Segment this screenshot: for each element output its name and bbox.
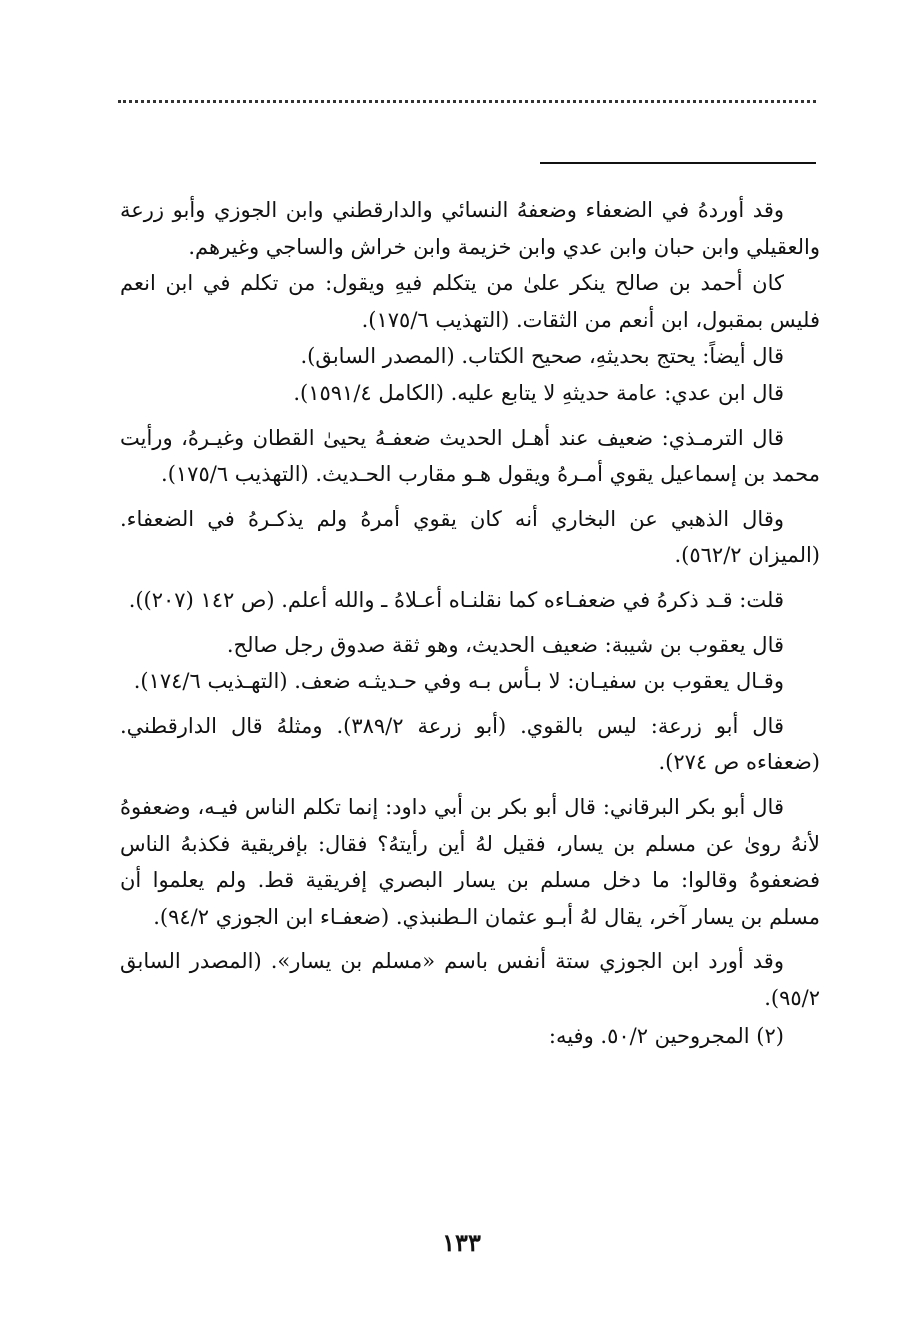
page-number: ١٣٣ [442,1228,481,1257]
paragraph: قال أيضاً: يحتج بحديثهِ، صحيح الكتاب. (المصدر السابق). [300,344,784,369]
footnote-note: (٢) المجروحين ٥٠/٢. وفيه: [548,1024,784,1049]
paragraph: قال أبو بكر البرقاني: قال أبو بكر بن أبي داود: إنما تكلم الناس فيـه، وضعفوهُ لأنهُ روىٰ عن مسلم بن يسار، فقيل لهُ أين رأيتهُ؟ فقال: بإفريقية فكذبهُ الناس فضعفوهُ وقالوا: ما دخل مسلم بن يسار البصري إفريقية قط. ولم يعلموا أن مسلم بن يسار آخر، يقال لهُ أبـو عثمان الـطنبذي. (ضعفـاء ابن الجوزي ٩٤/٢). [120,794,820,929]
paragraph: وقـال يعقوب بن سفيـان: لا بـأس بـه وفي حـديثـه ضعف. (التهـذيب ١٧٤/٦). [133,669,784,694]
footnote-body [120,192,820,1055]
paragraph: كان أحمد بن صالح ينكر علىٰ من يتكلم فيهِ ويقول: من تكلم في ابن انعم فليس بمقبول، ابن أنعم من الثقات. (التهذيب ١٧٥/٦). [120,271,820,332]
paragraph: وقال الذهبي عن البخاري أنه كان يقوي أمرهُ ولم يذكـرهُ في الضعفاء. (الميزان ٥٦٢/٢). [120,506,820,568]
paragraph: قال الترمـذي: ضعيف عند أهـل الحديث ضعفـهُ يحيىٰ القطان وغيـرهُ، ورأيت محمد بن إسماعيل يقوي أمـرهُ ويقول هـو مقارب الحـديث. (التهذيب ١٧٥/٦). [120,425,820,487]
paragraph: وقد أورد ابن الجوزي ستة أنفس باسم «مسلم بن يسار». (المصدر السابق ٩٥/٢). [120,949,820,1010]
paragraph: قلت: قـد ذكرهُ في ضعفـاءه كما نقلنـاه أعـلاهُ ـ والله أعلم. (ص ١٤٢ (٢٠٧)). [128,587,784,612]
paragraph: قال أبو زرعة: ليس بالقوي. (أبو زرعة ٣٨٩/٢). ومثلهُ قال الدارقطني. (ضعفاءه ص ٢٧٤). [120,713,820,775]
paragraph: قال ابن عدي: عامة حديثهِ لا يتابع عليه. (الكامل ١٥٩١/٤). [293,380,784,405]
footnote-rule [540,162,816,164]
paragraph: قال يعقوب بن شيبة: ضعيف الحديث، وهو ثقة صدوق رجل صالح. [226,632,784,657]
dotted-separator [118,100,816,103]
paragraph: وقد أوردهُ في الضعفاء وضعفهُ النسائي والدارقطني وابن الجوزي وأبو زرعة والعقيلي وابن حبان وابن عدي وابن خزيمة وابن خراش والساجي وغيرهم. [120,198,820,259]
